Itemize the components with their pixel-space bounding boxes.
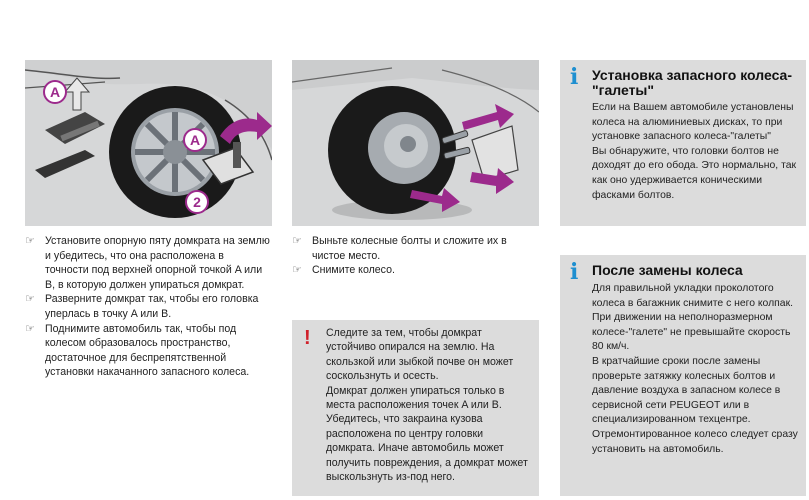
info-paragraph: Вы обнаружите, что головки болтов не доходят до его обода. Это нормально, так как оно удерживается коническими фасками болтов. [592,145,797,201]
info-title: Установка запасного колеса-"галеты" [592,67,792,98]
exclamation-icon: ! [304,327,311,349]
pointing-hand-icon: ☞ [25,235,35,247]
info-icon: i [570,259,579,285]
warning-paragraph: Следите за тем, чтобы домкрат устойчиво опирался на землю. На скользкой или зыбкой почве он может соскользнуть и осесть. [326,327,514,383]
pointing-hand-icon: ☞ [25,322,35,335]
warning-box [292,320,539,496]
list-item [25,234,270,292]
info-box-after-change [560,255,806,496]
list-item [292,263,537,278]
jack-illustration [25,60,272,226]
info-paragraph: Для правильной укладки проколотого колеса в багажник снимите с него колпак. [592,283,794,309]
info-paragraph: Если на Вашем автомобиле установлены колеса на алюминиевых дисках, то при установке запасного колеса-"галеты" [592,102,794,143]
pointing-hand-icon: ☞ [292,235,302,247]
bolt-instructions-list [292,234,537,278]
list-item [25,322,270,380]
list-item-text: Выньте колесные болты и сложите их в чистое место. [312,235,507,262]
list-item-text: Поднимите автомобиль так, чтобы под колесом образовалось пространство, достаточное для беспрепятственной установки накачанного запасного колеса. [45,322,250,379]
list-item-text: Снимите колесо. [312,264,395,277]
warning-paragraph: Домкрат должен упираться только в места расположения точек A или B. Убедитесь, что закраина кузова расположена по центру головки домкрата. Иначе автомобиль может получить повреждения, а домкрат может выскользнуть из-под него. [326,384,528,484]
list-item [292,234,537,263]
badge-a-left: A [49,84,61,100]
warning-text [326,326,530,484]
badge-a-right: A [189,132,201,148]
list-item [25,292,270,321]
info-paragraph: Отремонтированное колесо следует сразу установить на автомобиль. [592,428,798,455]
info-icon: i [570,64,579,90]
info-text [592,282,802,457]
info-title: После замены колеса [592,262,743,278]
pointing-hand-icon: ☞ [25,293,35,306]
jack-instructions-list [25,234,270,380]
info-box-spare-wheel [560,60,806,226]
list-item-text: Разверните домкрат так, чтобы его головка уперлась в точку A или B. [45,293,259,320]
info-text [592,101,802,203]
bolts-illustration [292,60,539,226]
pointing-hand-icon: ☞ [292,264,302,277]
info-paragraph: При движении на неполноразмерном колесе-"галете" не превышайте скорость 80 км/ч. [592,312,791,353]
badge-2: 2 [193,194,201,210]
info-paragraph: В кратчайшие сроки после замены проверьте затяжку колесных болтов и давление воздуха в запасном колесе в сервисной сети PEUGEOT или в специализированном техцентре. [592,355,781,426]
list-item-text: Установите опорную пяту домкрата на землю и убедитесь, что она расположена в точности под верхней опорной точкой A или B, в которую должен упираться домкрат. [45,235,270,291]
